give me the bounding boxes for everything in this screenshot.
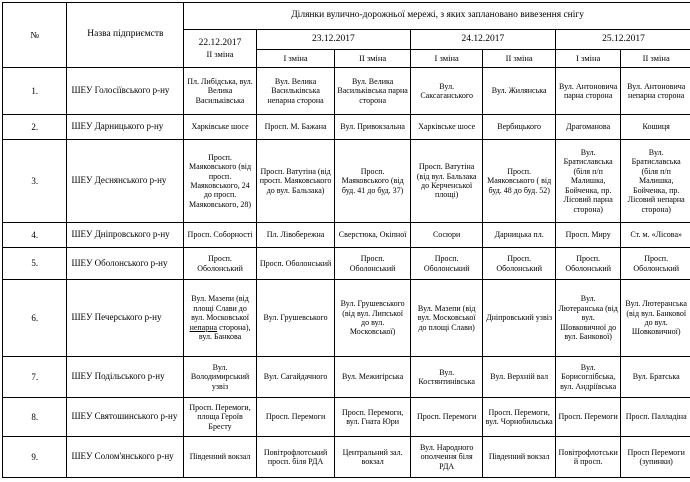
table-cell: Вул. Грушевського (від вул. Липської до вул. Московської) [335,280,411,357]
table-cell: Просп. Соборності [184,223,257,248]
table-cell: Вул. Мазепи (від вул. Московської до площі Слави) [410,280,483,357]
row-number: 7. [3,357,67,398]
table-cell: Центральний зал. вокзал [335,437,411,478]
table-cell: Просп Перемоги (зупинки) [621,437,690,478]
table-cell: Харківське шосе [410,115,483,140]
table-cell: Вул. Лютеранська (від вул. Банкової до вул. Шовковичної) [621,280,690,357]
shift-header: II зміна [335,50,411,68]
table-row [3,115,690,140]
row-number: 9. [3,437,67,478]
table-row [3,437,690,478]
enterprise-name: ШЕУ Оболонського р-ну [67,248,184,280]
table-cell: Вул. Межигірська [335,357,411,398]
table-cell: Просп. Миру [555,223,620,248]
table-cell: Вул. Грушевського [256,280,335,357]
table-cell: Харківське шосе [184,115,257,140]
row-number: 1. [3,68,67,115]
table-cell [184,280,257,357]
date-label: 22.12.2017 [186,38,254,49]
table-row [3,140,690,223]
table-cell: Дарницька пл. [483,223,556,248]
table-cell: Просп. Маяковського (від буд. 41 до буд. 37) [335,140,411,223]
shift-header: II зміна [621,50,690,68]
shift-header: I зміна [410,50,483,68]
table-cell: Вул. Жилянська [483,68,556,115]
table-cell: Вул. Братиславська (біля п/п Малишка, Бойченка, пр. Лісовий парна сторона) [555,140,620,223]
shift-header: II зміна [483,50,556,68]
table-cell: Сверстюка, Окіпної [335,223,411,248]
table-cell: Просп. Оболонський [184,248,257,280]
table-cell: Вул. Сагайдачного [256,357,335,398]
table-cell: Вул. Привокзальна [335,115,411,140]
table-cell: Просп. Перемоги [555,398,620,437]
table-cell: Вул. Лютеранська (від вул. Шовковичної до вул. Банкової) [555,280,620,357]
table-cell: Південний вокзал [483,437,556,478]
header-row-title [3,3,690,30]
table-cell: Кошиця [621,115,690,140]
table-cell: Пл. Либідська, вул. Велика Васильківська [184,68,257,115]
table-cell: Просп. Оболонський [335,248,411,280]
table-cell: Вул. Борисоглібська, вул. Андріївська [555,357,620,398]
cell-text: Вул. Мазепи (від площі Слави до вул. Московської [191,294,249,322]
table-cell: Вербицького [483,115,556,140]
row-number: 4. [3,223,67,248]
enterprise-name: ШЕУ Дарницького р-ну [67,115,184,140]
row-number: 5. [3,248,67,280]
table-cell: Просп. Ватутіна (від вул. Бальзака до Керченської площі) [410,140,483,223]
column-header-number: № [3,3,67,68]
table-row [3,248,690,280]
column-header-date-24-12: 24.12.2017 [410,30,555,50]
enterprise-name: ШЕУ Подільського р-ну [67,357,184,398]
table-cell: Вул. Антоновича непарна сторона [621,68,690,115]
column-header-date-22-12 [184,30,257,68]
table-title: Ділянки вулично-дорожньої мережі, з яких заплановано вивезення снігу [184,3,690,30]
table-cell: Просп. Перемоги [410,398,483,437]
shift-header: I зміна [555,50,620,68]
table-cell: Вул. Костянтинівська [410,357,483,398]
row-number: 3. [3,140,67,223]
shift-label: II зміна [186,49,254,59]
enterprise-name: ШЕУ Дніпровського р-ну [67,223,184,248]
table-row [3,280,690,357]
table-cell: Вул. Антоновича парна сторона [555,68,620,115]
table-row [3,68,690,115]
table-cell: Вул. Братиславська (біля п/п Малишка, Бойченка, пр. Лісовий непарна сторона) [621,140,690,223]
table-cell: Просп. М. Бажана [256,115,335,140]
table-row [3,357,690,398]
enterprise-name: ШЕУ Деснянського р-ну [67,140,184,223]
table-cell: Просп. Перемоги [256,398,335,437]
table-cell: Просп. Перемоги, вул. Чорнобильська [483,398,556,437]
table-cell: Просп. Перемоги, вул. Гната Юри [335,398,411,437]
table-cell: Просп. Маяковського ( від буд. 48 до буд. 52) [483,140,556,223]
row-number: 8. [3,398,67,437]
table-cell: Вул. Велика Васильківська непарна сторона [256,68,335,115]
underlined-word: непарна [190,323,218,332]
enterprise-name: ШЕУ Солом'янського р-ну [67,437,184,478]
table-cell: Вул. Володимирський узвіз [184,357,257,398]
table-cell: Просп. Оболонський [410,248,483,280]
table-cell: Вул. Саксаганського [410,68,483,115]
table-cell: Повітрофлотський просп. біля РДА [256,437,335,478]
table-cell: Вул. Верхній вал [483,357,556,398]
cell-text: сторона), вул. Банкова [199,323,251,341]
snow-removal-table [2,2,690,478]
column-header-date-25-12: 25.12.2017 [555,30,690,50]
table-cell: Повітрофлотський просп. [555,437,620,478]
table-cell: Вул. Братська [621,357,690,398]
table-cell: Сосюри [410,223,483,248]
table-cell: Південний вокзал [184,437,257,478]
table-cell: Просп. Оболонський [483,248,556,280]
row-number: 6. [3,280,67,357]
table-cell: Драгоманова [555,115,620,140]
table-cell: Просп. Оболонський [256,248,335,280]
enterprise-name: ШЕУ Святошинського р-ну [67,398,184,437]
table-cell: Просп. Маяковського (від просп. Маяковського, 24 до просп. Маяковського, 28) [184,140,257,223]
table-cell: Просп. Оболонський [621,248,690,280]
column-header-enterprise-name: Назва підприємств [67,3,184,68]
table-row [3,398,690,437]
enterprise-name: ШЕУ Печерського р-ну [67,280,184,357]
table-cell: Вул. Велика Васильківська парна сторона [335,68,411,115]
table-cell: Ст. м. «Лісова» [621,223,690,248]
table-row [3,223,690,248]
table-cell: Вул. Народного ополчення біля РДА [410,437,483,478]
table-cell: Просп. Ватутіна (від просп. Маяковського до вул. Бальзака) [256,140,335,223]
column-header-date-23-12: 23.12.2017 [256,30,410,50]
table-cell: Просп. Палладіна [621,398,690,437]
table-cell: Дніпровський узвіз [483,280,556,357]
table-cell: Просп. Перемоги, площа Героїв Бресту [184,398,257,437]
table-cell: Пл. Лівобережна [256,223,335,248]
shift-header: I зміна [256,50,335,68]
enterprise-name: ШЕУ Голосіївського р-ну [67,68,184,115]
row-number: 2. [3,115,67,140]
table-cell: Просп. Оболонський [555,248,620,280]
